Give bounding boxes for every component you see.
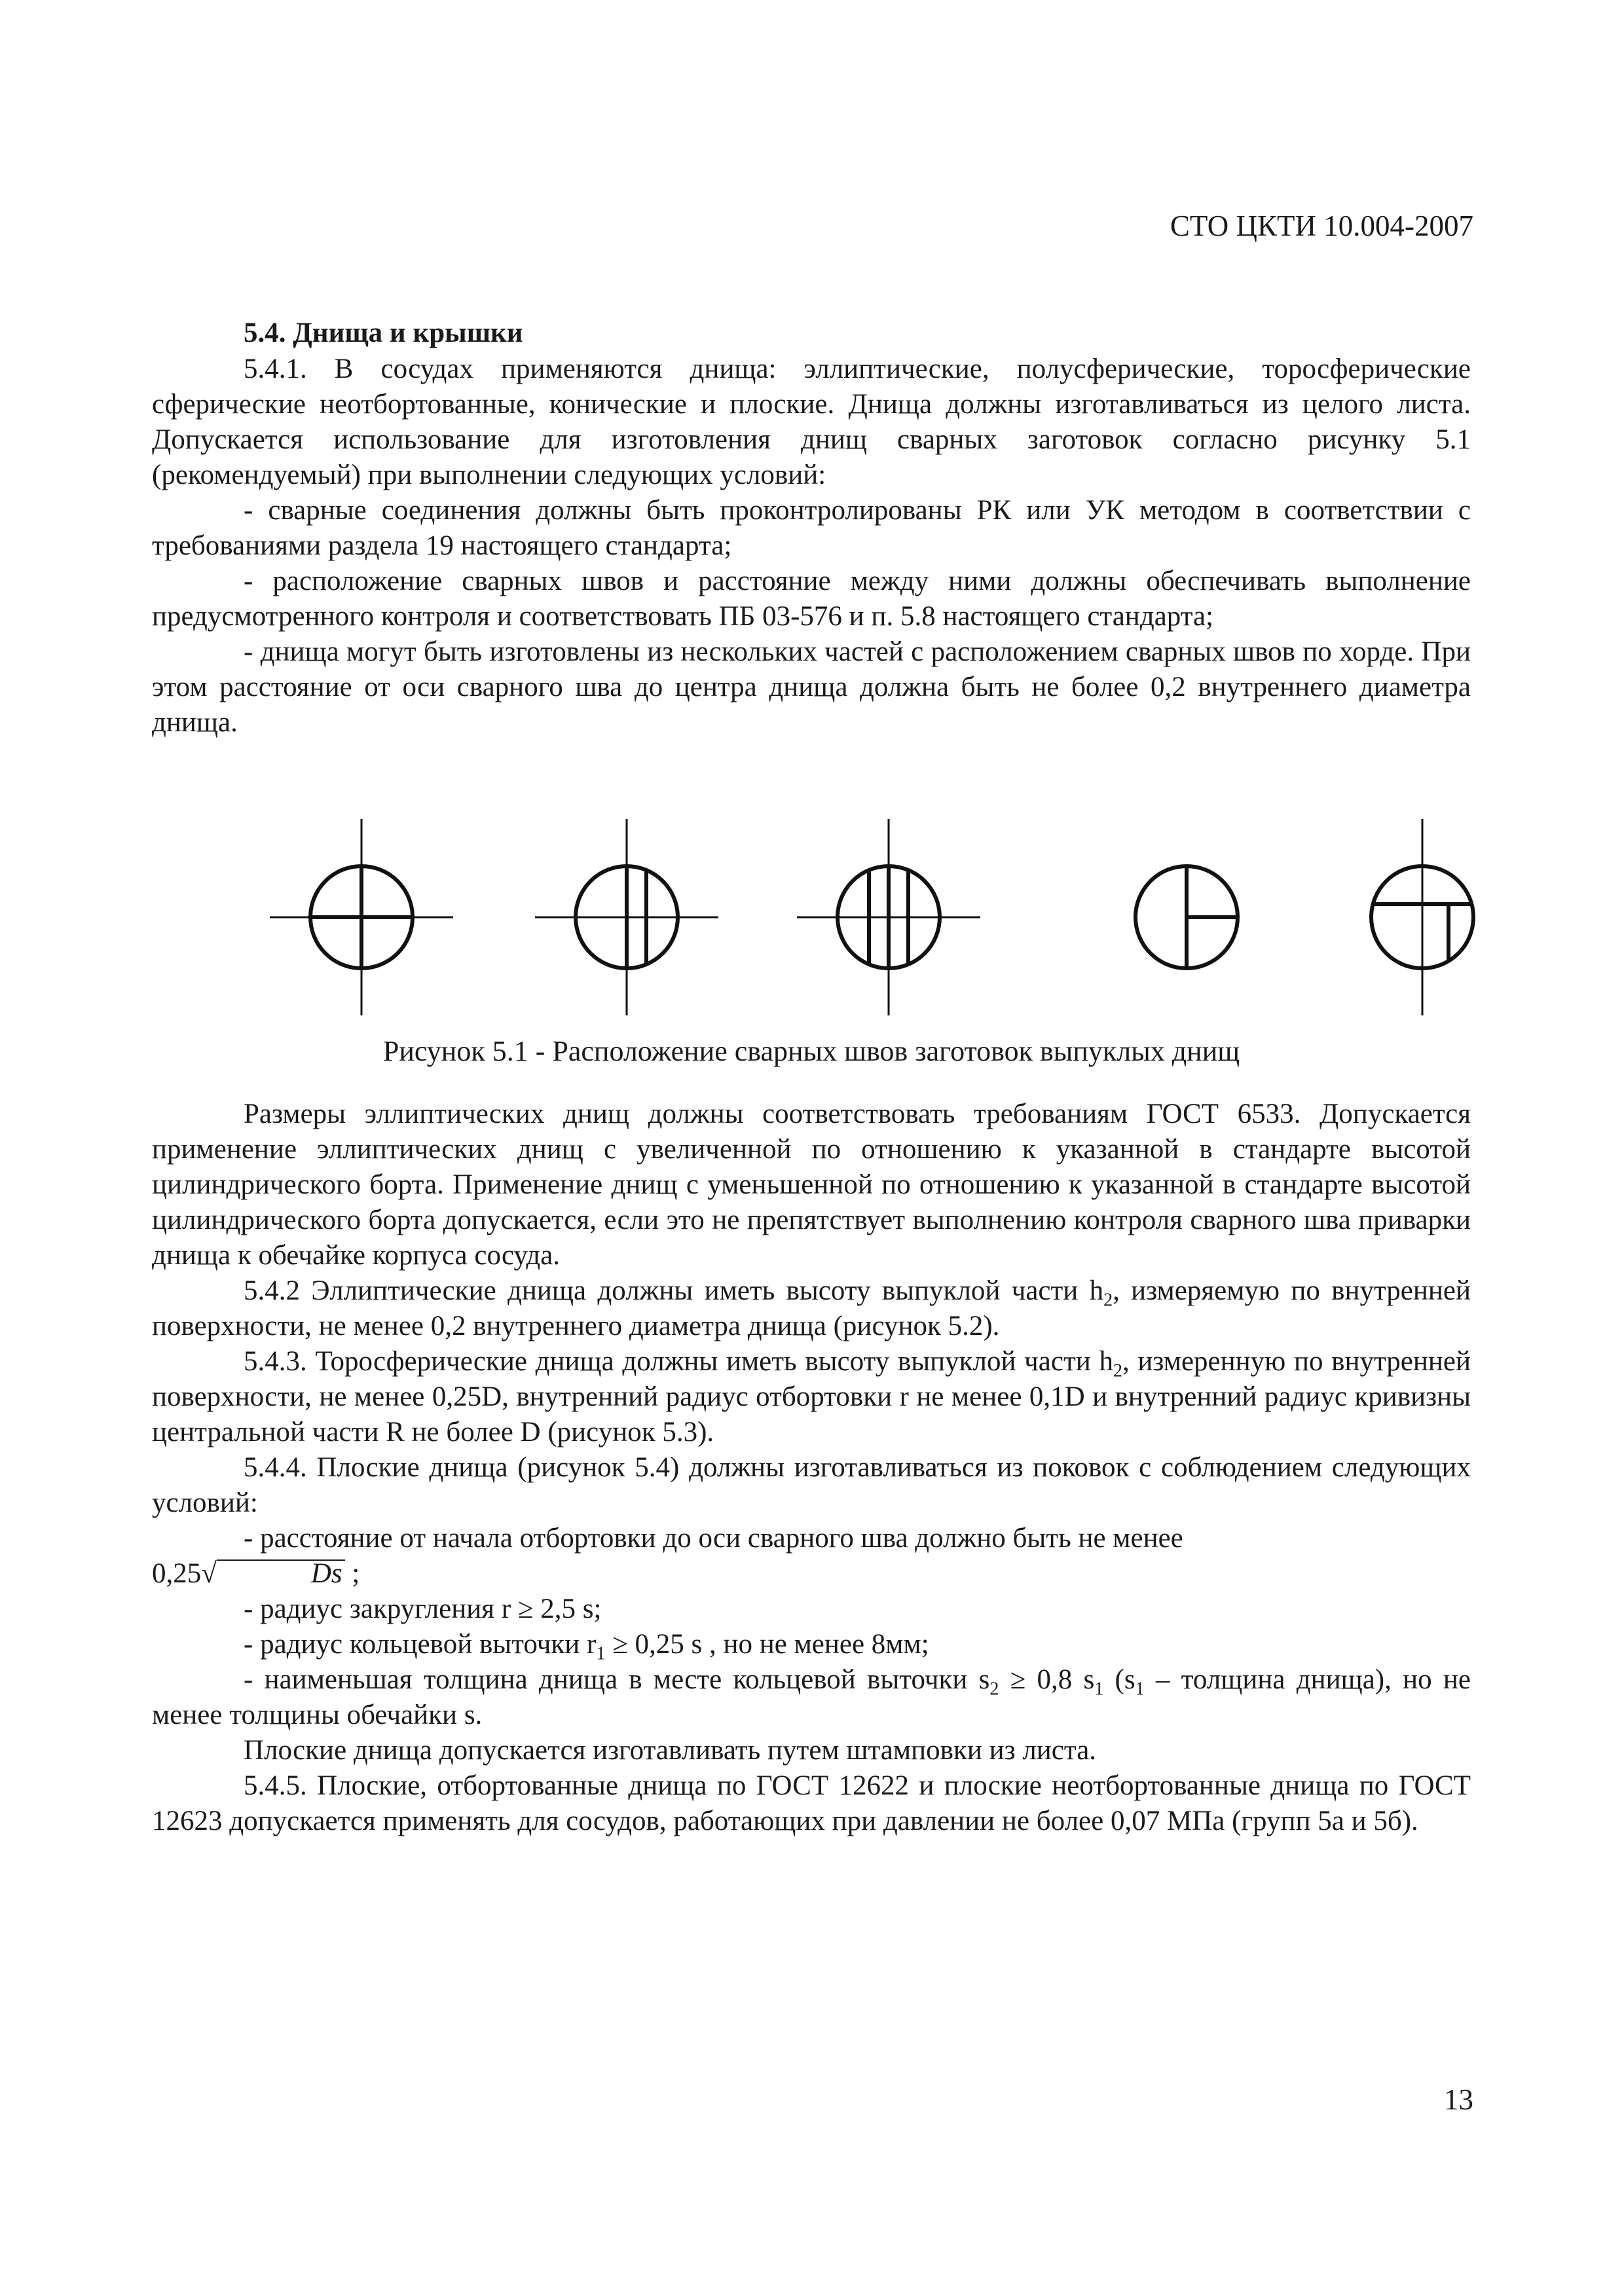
section-title: 5.4. Днища и крышки xyxy=(244,318,523,348)
condition-item-3: - днища могут быть изготовлены из нескольких частей с расположением сварных швов по хорде. При этом расстояние от оси сварного шва до центра днища должна быть не более 0,2 внутреннего диаметра днища. xyxy=(152,636,1471,738)
page-number: 13 xyxy=(1444,2083,1473,2116)
paragraph-gost-6533: Размеры эллиптических днищ должны соответствовать требованиям ГОСТ 6533. Допускается применение эллиптических днищ с увеличенной по отношению к указанной в стандарте высотой цилиндрического борта. Применение днищ с уменьшенной по отношению к указанной в стандарте высотой цилиндрического борта допускается, если это не препятствует выполнению контроля сварного шва приварки днища к обечайке корпуса сосуда. xyxy=(152,1099,1471,1271)
document-code: СТО ЦКТИ 10.004-2007 xyxy=(1170,210,1473,242)
weld-diagram-offset-chord xyxy=(535,819,718,1015)
sqrt-expression: Ds xyxy=(217,1559,345,1587)
flat-head-condition-1: - расстояние от начала отбортовки до оси сварного шва должно быть не менее 0,25√ Ds ; xyxy=(152,1523,1183,1589)
paragraph-5-4-4: 5.4.4. Плоские днища (рисунок 5.4) должны изготавливаться из поковок с соблюдением следующих условий: xyxy=(152,1452,1471,1518)
weld-diagram-chord-offset xyxy=(1371,819,1473,1015)
figure-caption: Рисунок 5.1 - Расположение сварных швов заготовок выпуклых днищ xyxy=(382,1035,1240,1067)
weld-layout-diagrams xyxy=(270,806,1501,1029)
flat-head-condition-3: - радиус кольцевой выточки $r_1 \ge 0,25$ s , но не менее 8мм; xyxy=(244,1629,929,1664)
paragraph-5-4-5: 5.4.5. Плоские, отбортованные днища по ГОСТ 12622 и плоские неотбортованные днища по ГОСТ 12623 допускается применять для сосудов, работающих при давлении не более 0,07 МПа (групп 5а и 5б). xyxy=(152,1770,1471,1836)
condition-item-2: - расположение сварных швов и расстояние между ними должны обеспечивать выполнение предусмотренного контроля и соответствовать ПБ 03-576 и п. 5.8 настоящего стандарта; xyxy=(152,566,1471,632)
paragraph-5-4-3: 5.4.3. Торосферические днища должны иметь высоту выпуклой части $h_2$, измеренную по внутренней поверхности, не менее 0,25D, внутренний радиус отбортовки r не менее 0,1D и внутренний радиус кривизны центральной части R не более D (рисунок 5.3). xyxy=(152,1346,1471,1448)
flat-head-condition-2: - радиус закругления r ≥ 2,5 s; xyxy=(244,1594,602,1624)
weld-diagram-multi-chord xyxy=(797,819,980,1015)
weld-diagram-t-shape xyxy=(1135,866,1238,968)
weld-diagram-cross xyxy=(270,819,453,1015)
condition-item-1: - сварные соединения должны быть проконтролированы РК или УК методом в соответствии с требованиями раздела 19 настоящего стандарта; xyxy=(152,495,1471,561)
figure-5-1 xyxy=(152,806,1471,1029)
paragraph-5-4-1: 5.4.1. В сосудах применяются днища: эллиптические, полусферические, торосферические сферические неотбортованные, конические и плоские. Днища должны изготавливаться из целого листа. Допускается использование для изготовления днищ сварных заготовок согласно рисунку 5.1 (рекомендуемый) при выполнении следующих условий: xyxy=(152,354,1471,490)
paragraph-stamping: Плоские днища допускается изготавливать путем штамповки из листа. xyxy=(244,1735,1097,1766)
paragraph-5-4-2: 5.4.2 Эллиптические днища должны иметь высоту выпуклой части $h_2$, измеряемую по внутренней поверхности, не менее 0,2 внутреннего диаметра днища (рисунок 5.2). xyxy=(152,1275,1471,1341)
flat-head-condition-4: - наименьшая толщина днища в месте кольцевой выточки $s_2 \ge 0,8$ $s_1$ ($s_1$ – толщина днища), но не менее толщины обечайки s. xyxy=(152,1664,1471,1730)
page-content xyxy=(152,316,1471,1839)
